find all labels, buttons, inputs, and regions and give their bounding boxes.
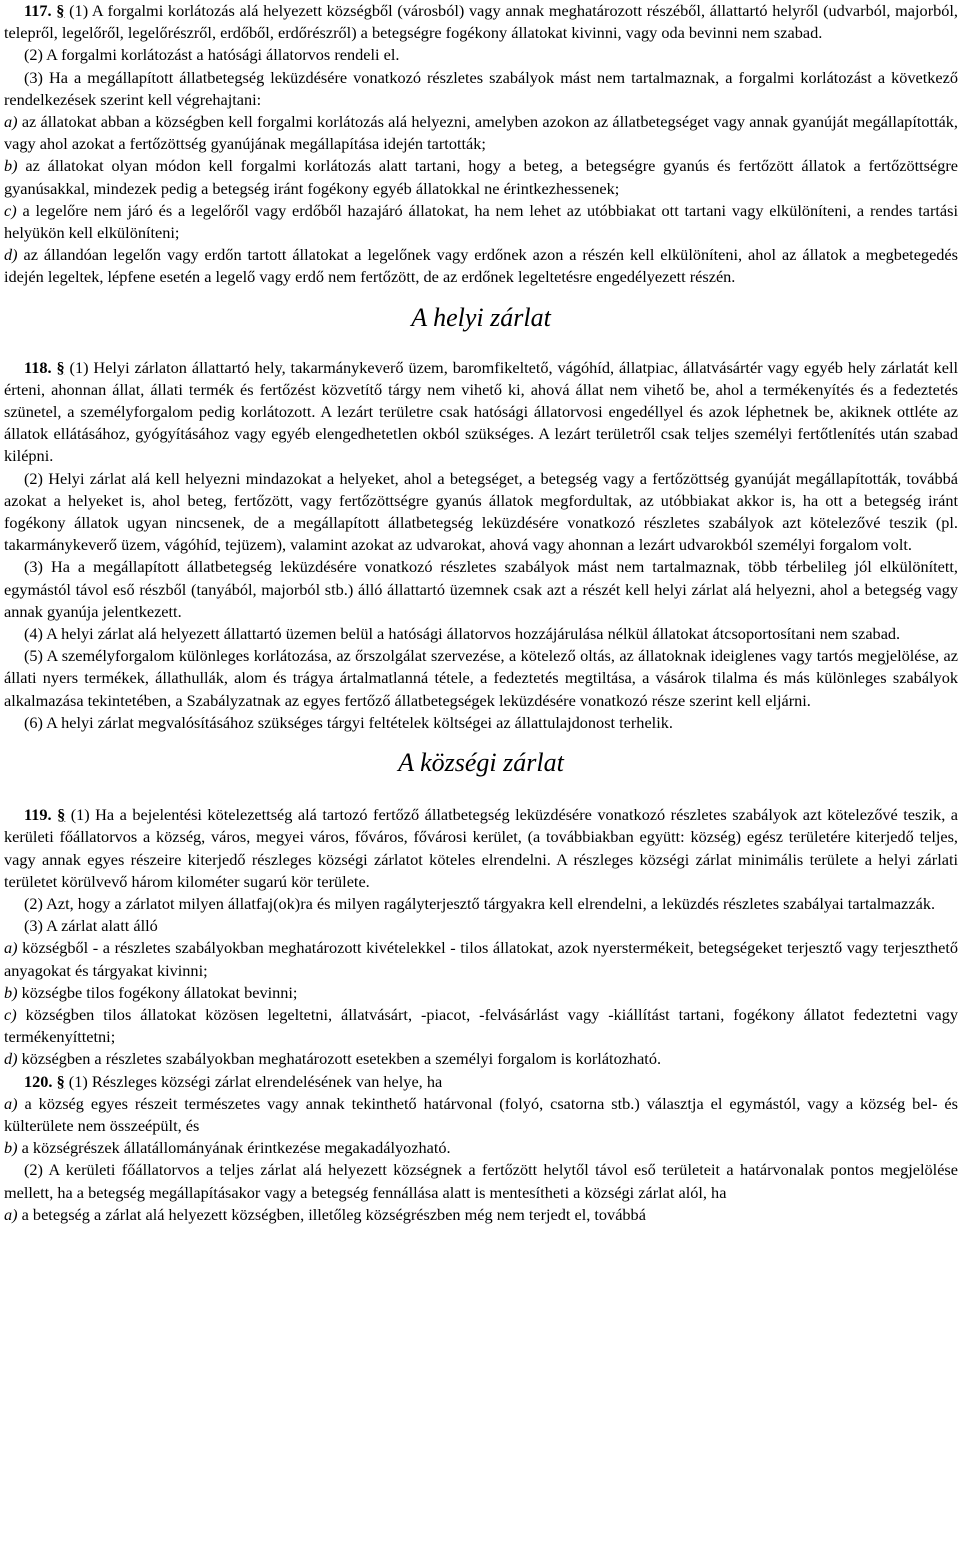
section-120-paragraph-2: (2) A kerületi főállatorvos a teljes zárlat alá helyezett községnek a fertőzött helytől távol eső területeit a határvonalak pontos megjelölése mellett, ha a betegség megállapításakor vagy a betegség fennállása alatt is mentesítheti a községi zárlat alól, ha <box>4 1160 958 1202</box>
list-letter: d) <box>4 245 18 265</box>
section-118-paragraph-5: (5) A személyforgalom különleges korlátozása, az őrszolgálat szervezése, a kötelező oltás, az állatoknak ideiglenes vagy tartós megjelölése, az állati nyers termékek, állathullák, alom és trágya ártalmatlanná tétele, a fedeztetés megtiltása, a vásárok tilalma és más különleges szabályok alkalmazása tekintetében, a Szabályzatnak az egyes fertőző állatbetegségek leküzdésére vonatkozó része szerint kell eljárni. <box>4 646 958 710</box>
section-119-paragraph-2: (2) Azt, hogy a zárlatot milyen állatfaj(ok)ra és milyen ragályterjesztő tárgyakra kell elrendelni, a leküzdés részletes szabályai tartalmazzák. <box>24 893 936 913</box>
heading-local-quarantine: A helyi zárlat <box>411 302 551 332</box>
heading-municipal-quarantine: A községi zárlat <box>398 748 564 778</box>
list-letter: a) <box>4 112 18 132</box>
section-117-paragraph-1 <box>4 0 958 44</box>
list-item-text: községben a részletes szabályokban meghatározott esetekben a személyi forgalom is korlátozható. <box>21 1049 662 1069</box>
list-item <box>4 200 958 244</box>
section-117-paragraph-3: (3) Ha a megállapított állatbetegség leküzdésére vonatkozó részletes szabályok mást nem tartalmaznak, a forgalmi korlátozást a következő rendelkezések szerint kell végrehajtani: <box>4 67 958 109</box>
paragraph-text: (1) A forgalmi korlátozás alá helyezett községből (városból) vagy annak meghatározott részéből, állattartó helyről (udvarból, majorból, telepről, legelőről, legelőrészről, erdőből, erdőrészről) a betegségre fogékony állatokat kivinni, vagy oda bevinni nem szabad. <box>4 1 958 43</box>
section-120-number: 120. <box>24 1071 53 1091</box>
list-item <box>4 1048 958 1070</box>
list-item <box>4 1004 958 1048</box>
list-item <box>4 1204 958 1226</box>
list-letter: a) <box>4 1204 18 1224</box>
section-119-paragraph-1 <box>4 804 958 893</box>
section-117-number: 117. <box>24 1 52 20</box>
list-letter: b) <box>4 1138 18 1158</box>
section-117-paragraph-2: (2) A forgalmi korlátozást a hatósági állatorvos rendeli el. <box>24 45 400 65</box>
list-letter: a) <box>4 938 18 958</box>
section-sign: § <box>56 1 65 20</box>
list-letter: b) <box>4 156 18 176</box>
section-118-number: 118. <box>24 357 52 377</box>
list-item <box>4 155 958 199</box>
list-item <box>4 111 958 155</box>
list-item-text: a legelőre nem járó és a legelőről vagy erdőből hazajáró állatokat, ha nem lehet az utóbbiakat ott tartani vagy elkülöníteni, a rendes tartási helyükön kell elkülöníteni; <box>4 200 958 243</box>
section-118-paragraph-1 <box>4 357 958 468</box>
list-item-text: a községrészek állatállományának érintkezése megakadályozható. <box>21 1138 451 1158</box>
paragraph-text: (1) Helyi zárlaton állattartó hely, takarmánykeverő üzem, baromfikeltető, vágóhíd, állatpiac, állatvásártér vagy egyéb hely zárlatát kell érteni, ahonnan állat, állati termék és fertőzést közvetítő tárgy nem vihető ki, ahová állat nem vihető be, ahol a termékenyítés és a fedeztetés szünetel, a személyforgalom pedig korlátozott. A lezárt területre csak hatósági állatorvosi engedéllyel és azok léphetnek be, akiknek ottléte az állatok ellátásához, gyógyításához vagy egyéb elengedhetetlen okból szükséges. A lezárt területről csak teljes személyi fertőtlenítés után szabad kilépni. <box>4 357 958 466</box>
list-item-text: a község egyes részeit természetes vagy annak tekinthető határvonal (folyó, csatorna stb.) választja el egymástól, vagy a község bel- és külterülete nem összeépült, és <box>4 1093 958 1135</box>
list-item-text: a betegség a zárlat alá helyezett községben, illetőleg községrészben még nem terjedt el, továbbá <box>21 1204 646 1224</box>
list-item <box>4 937 958 981</box>
section-118-paragraph-6: (6) A helyi zárlat megvalósításához szükséges tárgyi feltételek költségei az állattulajdonost terhelik. <box>24 712 673 732</box>
list-letter: c) <box>4 1004 17 1024</box>
section-sign: § <box>56 1071 65 1091</box>
paragraph-text: (1) Ha a bejelentési kötelezettség alá tartozó fertőző állatbetegség leküzdésére vonatkozó részletes szabályok azt kötelezővé teszik, a kerületi főállatorvos a község, város, megyei város, főváros, fővárosi kerület, (a továbbiakban együtt: község) egész területére kiterjedő teljes, vagy annak egyes részeire kiterjedő részleges községi zárlatot köteles elrendelni. A részleges községi zárlat minimális területe a helyi zárlati területet körülvevő három kilométer sugarú kör területe. <box>4 805 958 891</box>
paragraph-text: (1) Részleges községi zárlat elrendelésének van helye, ha <box>68 1071 443 1091</box>
list-item-text: községben tilos állatokat közösen legeltetni, állatvásárt, -piacot, -felvásárlást vagy -kiállítást tartani, fogékony állatot fedeztetni vagy termékenyíttetni; <box>4 1004 958 1047</box>
list-item <box>4 982 958 1004</box>
list-item-text: községbe tilos fogékony állatokat bevinni; <box>21 982 298 1002</box>
section-118-paragraph-2: (2) Helyi zárlat alá kell helyezni mindazokat a helyeket, ahol a betegséget, a betegség vagy a fertőzöttség gyanúját megállapították, továbbá azokat a helyeket is, ahol beteg, fertőzött, vagy fertőzöttségre gyanús állatok megfordultak, az utóbbiakat akkor is, ha ott a betegség iránt fogékony állatok ugyan nincsenek, de a megállapított állatbetegség leküzdésére vonatkozó részletes szabályok azt kötelezővé teszik (pl. takarmánykeverő üzem, vágóhíd, tejüzem), valamint azokat az udvarokat, ahová vagy ahonnan a lezárt udvarokból személyi forgalom volt. <box>4 468 958 555</box>
list-letter: b) <box>4 982 18 1002</box>
list-item-text: az állatokat abban a községben kell forgalmi korlátozás alá helyezni, amelyben azokon az állatbetegséget vagy annak gyanúját megállapították, vagy ahol azokat a fertőzöttség gyanújának megállapítása idején tartották; <box>4 112 958 154</box>
section-sign: § <box>57 805 66 825</box>
list-item <box>4 244 958 288</box>
list-item <box>4 1093 958 1137</box>
list-item-text: az állatokat olyan módon kell forgalmi korlátozás alatt tartani, hogy a beteg, a betegségre gyanús és fertőzött állatok a fertőzöttségre gyanúsakkal, mindezek pedig a betegség iránt fogékony egyéb állatokkal ne érintkezhessenek; <box>4 156 958 198</box>
list-letter: d) <box>4 1049 18 1069</box>
section-118-paragraph-4: (4) A helyi zárlat alá helyezett állattartó üzemen belül a hatósági állatorvos hozzájárulása nélkül állatokat átcsoportosítani nem szabad. <box>24 624 901 644</box>
section-120-paragraph-1 <box>4 1071 958 1093</box>
list-item <box>4 1137 958 1159</box>
list-letter: c) <box>4 200 17 220</box>
section-119-paragraph-3: (3) A zárlat alatt álló <box>24 916 158 936</box>
list-item-text: az állandóan legelőn vagy erdőn tartott állatokat a legelőnek vagy erdőnek azon a részén kell elkülöníteni, ahol az állatok a megbetegedés idején legeltek, lépfene esetén a legelő vagy erdő nem fertőzött, de az erdőnek legeltetésre engedélyezett részén. <box>4 245 958 287</box>
section-sign: § <box>56 357 65 377</box>
list-letter: a) <box>4 1093 18 1113</box>
section-119-number: 119. <box>24 805 52 825</box>
list-item-text: községből - a részletes szabályokban meghatározott kivételekkel - tilos állatokat, azok nyerstermékeit, betegségeket terjesztő vagy terjeszthető anyagokat és tárgyakat kivinni; <box>4 938 958 980</box>
section-118-paragraph-3: (3) Ha a megállapított állatbetegség leküzdésére vonatkozó részletes szabályok mást nem tartalmaznak, több térbelileg jól elkülönített, egymástól távol eső részből (tanyából, majorból stb.) álló állattartó üzemnek csak azt a részét kell helyi zárlat alá helyezni, ahol a betegség vagy annak gyanúja jelentkezett. <box>4 557 958 621</box>
